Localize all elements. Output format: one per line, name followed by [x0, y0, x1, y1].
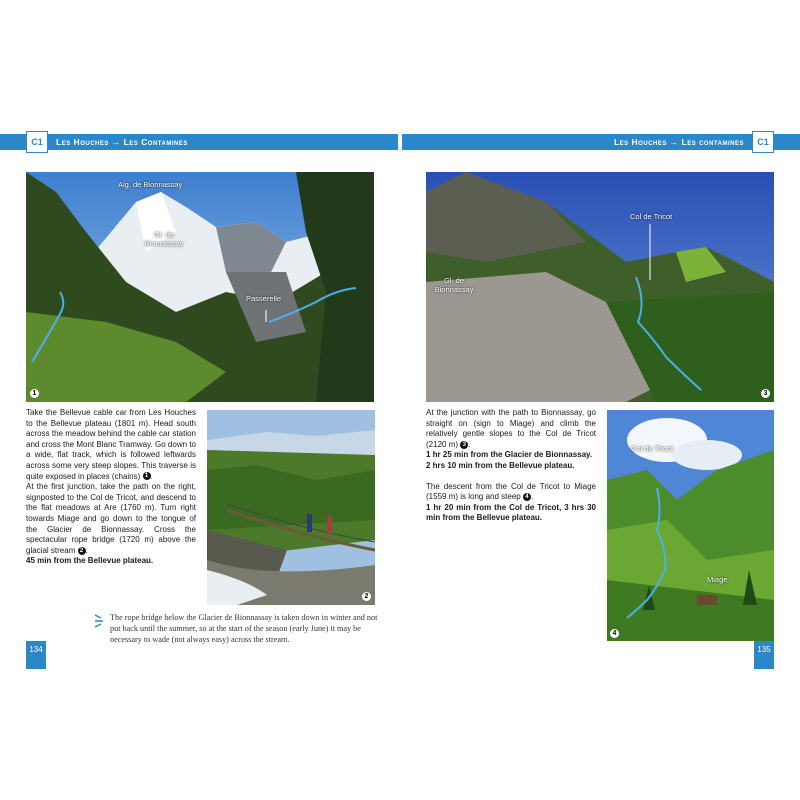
note-rope-bridge: The rope bridge below the Glacier de Bionnassay is taken down in winter and not put back until the summer, so at the start of the season (early June) it may be necessary to wade (not always easy) across the stream.: [110, 613, 378, 644]
ref-marker-2: 2: [78, 547, 86, 555]
photo-number-3: 3: [761, 389, 770, 398]
right-time-1: 1 hr 25 min from the Glacier de Bionnassay.: [426, 450, 593, 460]
header-title-right: Les Houches → Les contamines: [613, 137, 744, 147]
right-time-3: 1 hr 20 min from the Col de Tricot, 3 hrs 30 min from the Bellevue plateau.: [426, 502, 596, 523]
left-text-part2: At the first junction, take the path on the right, signposted to the Col de Tricot, and descend to the flat meadows at Are (1760 m). Turn right towards Miage and go down to the tongue of the Glacier de Bionnassay. Cross the spectacular rope bridge (1720 m) above the glacial stream: [26, 482, 196, 555]
ref-marker-4: 4: [523, 493, 531, 501]
right-text-part1: At the junction with the path to Bionnassay, go straight on (sign to Miage) and climb the relatively gentle slopes to the Col de Tricot (2120 m): [426, 408, 596, 449]
left-text-part1: Take the Bellevue cable car from Les Houches to the Bellevue plateau (1801 m). Head south across the meadow behind the cable car station and cross the Mont Blanc Tramway. Go down to a wide, flat track, which is followed leftwards across some very steep slopes. This traverse is quite exposed in places (chains): [26, 408, 196, 481]
photo-rope-bridge: [207, 410, 375, 605]
photo-number-1: 1: [30, 389, 39, 398]
photo-col-de-tricot-valley: [426, 172, 774, 402]
page-number-right: 135: [754, 641, 774, 669]
photo-bionnassay-glacier: [26, 172, 374, 402]
label-col-de-tricot: Col de Tricot: [630, 212, 673, 221]
left-route-text: Take the Bellevue cable car from Les Houches to the Bellevue plateau (1801 m). Head south across the meadow behind the cable car station and cross the Mont Blanc Tramway. Go down to a wide, flat track, which is followed leftwards across some very steep slopes. This traverse is quite exposed in places (chains) 1 . At the first junction, take the path on the right, signposted to the Col de Tricot, and descend to the flat meadows at Are (1760 m). Turn right towards Miage and go down to the tongue of the Glacier de Bionnassay. Cross the spectacular rope bridge (1720 m) above the glacial stream 2 . 45 min from the Bellevue plateau.: [26, 408, 196, 566]
ref-marker-3: 3: [460, 441, 468, 449]
chapter-code-left: C1: [26, 131, 48, 153]
photo-number-4: 4: [610, 629, 619, 638]
page-gutter: [398, 134, 402, 150]
left-time: 45 min from the Bellevue plateau.: [26, 556, 154, 566]
photo-miage-valley: [607, 410, 774, 641]
header-title-left: Les Houches → Les Contamines: [56, 137, 188, 147]
right-text-part2: The descent from the Col de Tricot to Miage (1559 m) is long and steep: [426, 481, 596, 502]
label-col-de-tricot-2: Col de Tricot: [631, 444, 674, 453]
label-aig-bionnassay: Aig. de Bionnassay: [118, 180, 183, 189]
right-route-text: At the junction with the path to Bionnassay, go straight on (sign to Miage) and climb the relatively gentle slopes to the Col de Tricot (2120 m) 3 . 1 hr 25 min from the Glacier de Bionnassay. 2 hrs 10 min from the Bellevue plateau. The descent from the Col de Tricot to Miage (1559 m) is long and steep 4 . 1 hr 20 min from the Col de Tricot, 3 hrs 30 min from the Bellevue plateau.: [426, 408, 596, 523]
label-miage: Miage: [707, 575, 728, 584]
note-quote-icon: [93, 612, 105, 632]
right-time-2: 2 hrs 10 min from the Bellevue plateau.: [426, 460, 575, 470]
label-gl-bionnassay-2: Gl. de Bionnassay: [434, 276, 474, 294]
ref-marker-1: 1: [143, 472, 151, 480]
photo-number-2: 2: [362, 592, 371, 601]
label-passerelle: Passerelle: [246, 294, 282, 303]
chapter-code-right: C1: [752, 131, 774, 153]
label-gl-bionnassay: Gl. de Bionnassay: [144, 230, 184, 248]
page-number-left: 134: [26, 641, 46, 669]
